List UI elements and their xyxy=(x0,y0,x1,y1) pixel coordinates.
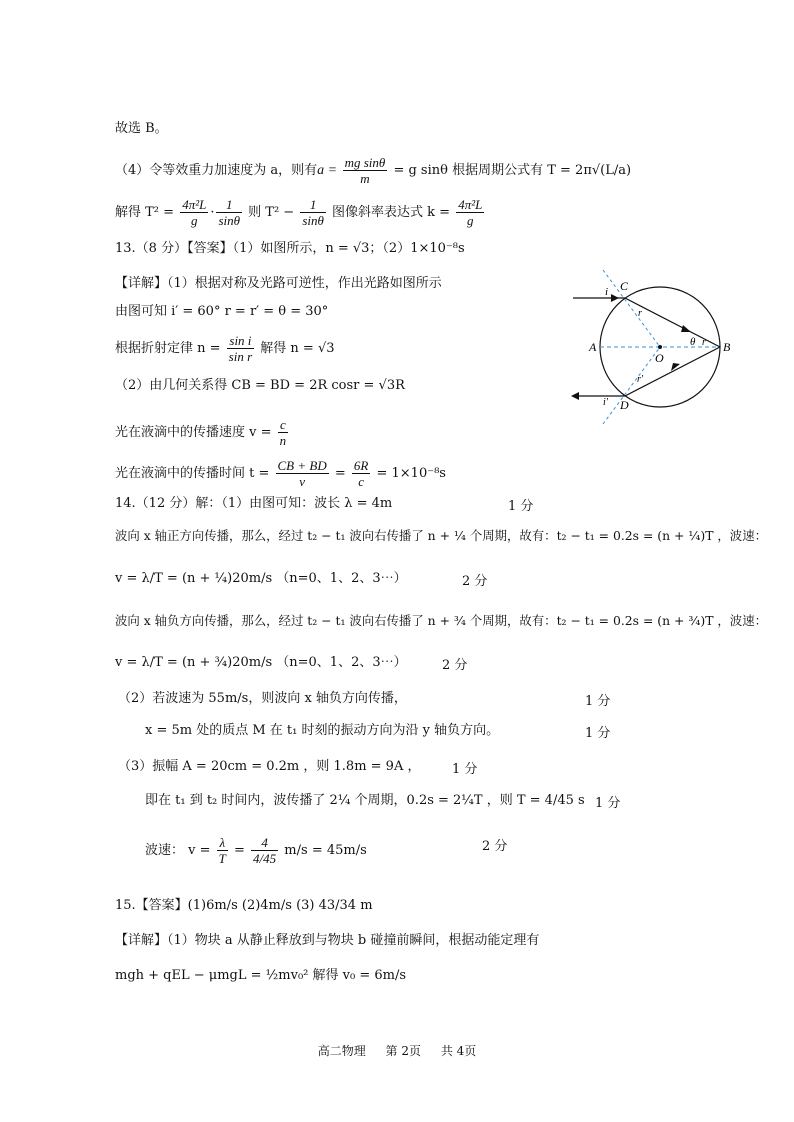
label-r: r xyxy=(638,308,642,319)
label-o: O xyxy=(655,351,664,365)
q13-refraction xyxy=(115,333,335,364)
fraction xyxy=(276,458,329,489)
q13-angles: 由图可知 i′ = 60° r = r′ = θ = 30° xyxy=(115,304,329,319)
fraction xyxy=(216,197,242,228)
denominator: g xyxy=(191,213,198,228)
fraction xyxy=(343,155,388,186)
page-footer xyxy=(0,1042,794,1059)
label-i: i xyxy=(605,286,609,298)
label-i-prime: i′ xyxy=(603,397,608,408)
denominator: sinθ xyxy=(218,213,241,228)
denominator: sinθ xyxy=(302,213,324,228)
text: 光在液滴中的传播时间 t = xyxy=(115,466,274,481)
numerator: 6R xyxy=(353,458,369,473)
label-b: B xyxy=(723,340,731,354)
fraction xyxy=(251,835,278,866)
label-d: D xyxy=(620,398,629,412)
q15-equation: mgh + qEL − μmgL = ½mv₀² 解得 v₀ = 6m/s xyxy=(115,968,406,983)
numerator: sin i xyxy=(227,333,254,349)
arrow-head xyxy=(611,294,619,302)
score: 1 分 xyxy=(585,726,611,741)
score: 1 分 xyxy=(585,694,611,709)
normal-line-d xyxy=(603,347,660,424)
text: = xyxy=(330,466,350,481)
q14-positive-speed: v = λ/T = (n + ¼)20m/s （n=0、1、2、3⋯） xyxy=(115,571,407,586)
ray-bd xyxy=(625,347,720,396)
line-solve xyxy=(115,197,486,228)
text: = xyxy=(229,843,250,858)
text: = g sinθ 根据周期公式有 T = 2π√(L/a) xyxy=(389,163,632,178)
denominator: T xyxy=(218,851,226,866)
denominator: c xyxy=(358,474,365,489)
q14-negative: 波向 x 轴负方向传播，那么，经过 t₂ − t₁ 波向右传播了 n + ¾ 个周期，故有：t₂ − t₁ = 0.2s = (n + ¾)T ，波速： xyxy=(115,613,767,628)
text: 根据折射定律 n = xyxy=(115,341,225,356)
score: 1 分 xyxy=(595,796,621,811)
numerator: 4π²L xyxy=(182,197,207,212)
q13-speed xyxy=(115,417,290,448)
label-r2: r xyxy=(702,337,706,348)
numerator: CB + BD xyxy=(277,458,327,473)
fraction xyxy=(227,333,254,364)
fraction xyxy=(278,417,289,448)
denominator: m xyxy=(360,171,370,186)
q14-part3-period: 即在 t₁ 到 t₂ 时间内，波传播了 2¼ 个周期，0.2s = 2¼T ，则 T = 4/45 s xyxy=(145,793,585,808)
text: 解得 n = √3 xyxy=(256,341,335,356)
text: 则 T² − xyxy=(244,205,299,220)
q14-title: 14.（12 分）解：（1）由图可知：波长 λ = 4m xyxy=(115,496,393,511)
score: 2 分 xyxy=(462,574,488,589)
text: （4）令等效重力加速度为 a，则有 xyxy=(115,163,318,178)
fraction xyxy=(300,197,326,228)
denominator: n xyxy=(279,433,287,448)
normal-line-c xyxy=(603,270,660,347)
denominator: g xyxy=(467,213,474,228)
math: a = xyxy=(317,163,341,178)
label-theta: θ xyxy=(690,336,696,348)
numerator: mg sinθ xyxy=(344,155,386,170)
footer-subject: 高二物理 xyxy=(317,1044,366,1058)
numerator: 1 xyxy=(216,197,242,213)
score: 2 分 xyxy=(442,658,468,673)
score: 2 分 xyxy=(482,839,508,854)
text: 光在液滴中的传播速度 v = xyxy=(115,425,276,440)
numerator: 1 xyxy=(300,197,326,213)
denominator: v xyxy=(299,474,306,489)
text: m/s = 45m/s xyxy=(280,843,367,858)
q13-time xyxy=(115,458,446,489)
q14-part2: （2）若波速为 55m/s，则波向 x 轴负方向传播， xyxy=(118,691,407,706)
numerator: λ xyxy=(217,835,228,851)
q14-positive: 波向 x 轴正方向传播，那么，经过 t₂ − t₁ 波向右传播了 n + ¼ 个周期，故有：t₂ − t₁ = 0.2s = (n + ¼)T ，波速： xyxy=(115,528,767,543)
optics-diagram xyxy=(565,270,745,430)
text: 图像斜率表达式 k = xyxy=(327,205,455,220)
fraction xyxy=(456,197,484,228)
q15-answer: 15.【答案】(1)6m/s (2)4m/s (3) 43/34 m xyxy=(115,898,373,913)
denominator: 4/45 xyxy=(253,851,277,866)
q14-wave-speed xyxy=(145,835,367,866)
footer-total: 共 4页 xyxy=(440,1044,477,1058)
center-point xyxy=(658,345,662,349)
label-c: C xyxy=(620,279,629,293)
text: = 1×10⁻⁸s xyxy=(372,466,446,481)
q15-detail: 【详解】（1）物块 a 从静止释放到与物块 b 碰撞前瞬间，根据动能定理有 xyxy=(115,933,540,948)
q14-negative-speed: v = λ/T = (n + ¾)20m/s （n=0、1、2、3⋯） xyxy=(115,655,407,670)
text: 解得 T² = xyxy=(115,205,179,220)
score: 1 分 xyxy=(508,499,534,514)
q13-geometry: （2）由几何关系得 CB = BD = 2R cosr = √3R xyxy=(115,378,405,393)
line-part4 xyxy=(115,155,631,186)
q14-part3: （3）振幅 A = 20cm = 0.2m ，则 1.8m = 9A ， xyxy=(118,759,421,774)
label-r-prime: r′ xyxy=(637,374,644,385)
numerator: 4 xyxy=(251,835,278,851)
q13-answer: 13.（8 分）【答案】（1）如图所示，n = √3；（2）1×10⁻⁸s xyxy=(115,241,465,256)
text: · xyxy=(210,205,215,220)
line-conclusion: 故选 B。 xyxy=(115,121,168,136)
fraction xyxy=(217,835,228,866)
footer-page: 第 2页 xyxy=(385,1044,421,1058)
numerator: 4π²L xyxy=(458,197,483,212)
label-a: A xyxy=(589,340,597,354)
fraction xyxy=(352,458,370,489)
arrow-head xyxy=(681,325,691,332)
score: 1 分 xyxy=(452,762,478,777)
arrow-head xyxy=(571,392,579,400)
text: 波速： v = xyxy=(145,843,215,858)
denominator: sin r xyxy=(228,349,253,364)
q13-detail: 【详解】（1）根据对称及光路可逆性，作出光路如图所示 xyxy=(115,276,442,291)
q14-part2-direction: x = 5m 处的质点 M 在 t₁ 时刻的振动方向为沿 y 轴负方向。 xyxy=(145,723,500,738)
numerator: c xyxy=(278,417,289,433)
fraction xyxy=(180,197,208,228)
